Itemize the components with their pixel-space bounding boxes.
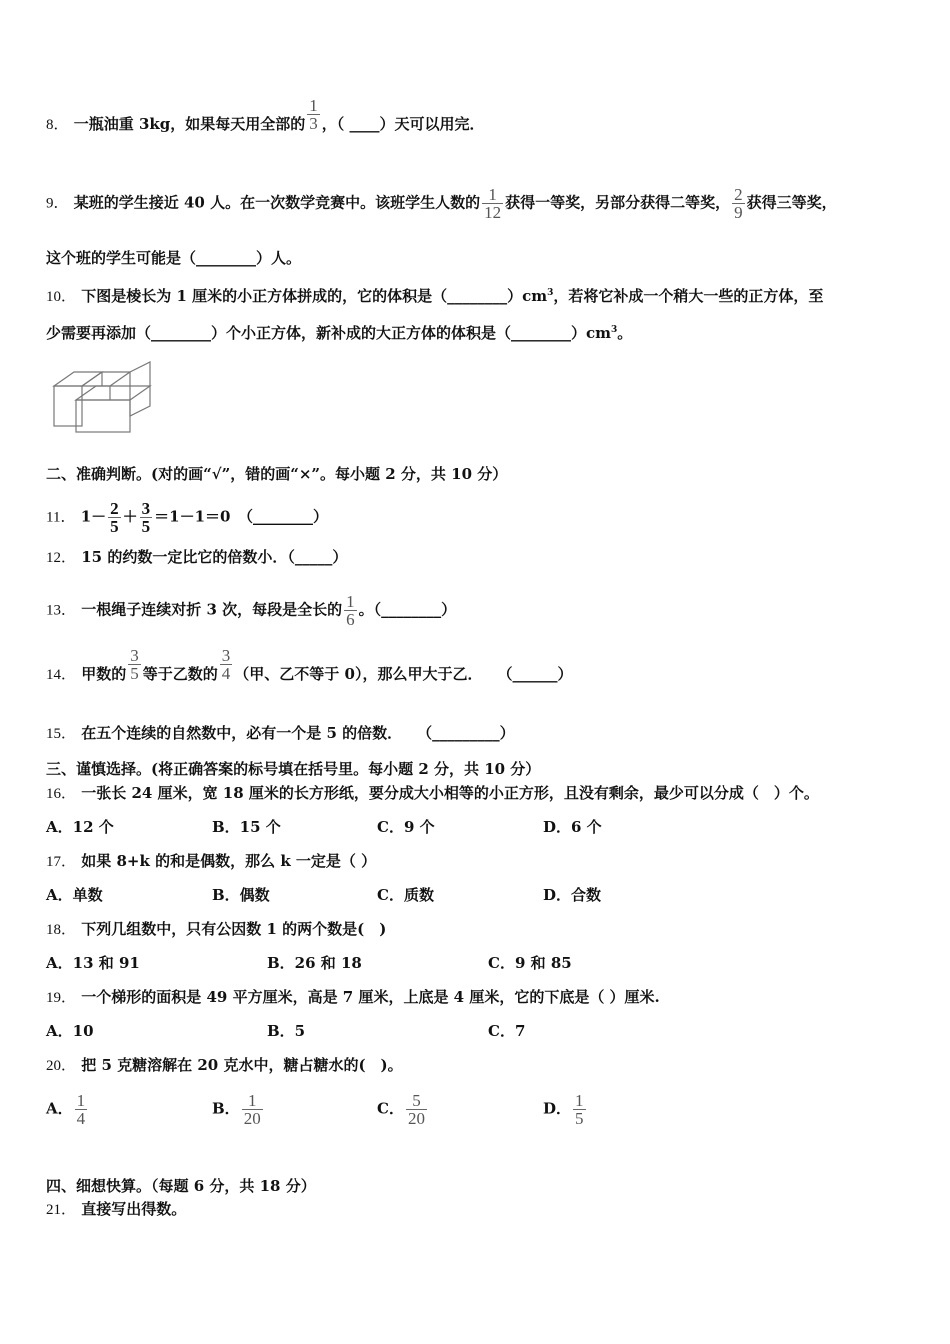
option-b[interactable]: B．偶数 <box>212 886 270 904</box>
fraction: $\frac{1}{4}$ <box>76 1091 86 1128</box>
question-number: 9． <box>46 195 69 212</box>
question-text: 一瓶油重 3kg，如果每天用全部的 <box>73 115 306 133</box>
question-number: 11． <box>46 509 76 526</box>
option-c[interactable]: C．7 <box>488 1022 526 1040</box>
question-text: 某班的学生接近 40 人。在一次数学竞赛中。该班学生人数的 <box>73 193 481 212</box>
fraction: $\frac{1}{5}$ <box>575 1091 584 1128</box>
fraction: $\frac{2}{9}$ <box>734 185 743 222</box>
fraction: $\frac{3}{5}$ <box>141 499 151 536</box>
question-text: 一个梯形的面积是 49 平方厘米，高是 7 厘米，上底是 4 厘米，它的下底是（ ）厘米. <box>81 988 660 1006</box>
option-b[interactable]: B． $\frac{1}{20}$ <box>212 1091 261 1128</box>
question-text: 一张长 24 厘米，宽 18 厘米的长方形纸，要分成大小相等的小正方形，且没有剩余，最少可以分成（ ）个。 <box>81 784 819 802</box>
option-c[interactable]: C． $\frac{5}{20}$ <box>377 1091 425 1128</box>
question-number: 8． <box>46 117 69 133</box>
option-a[interactable]: A．12 个 <box>46 818 114 836</box>
question-text: 在五个连续的自然数中，必有一个是 5 的倍数． （_________） <box>81 724 515 742</box>
section-4-heading: 四、细想快算。（每题 6 分，共 18 分） <box>46 1177 316 1195</box>
option-b[interactable]: B．15 个 <box>212 818 281 836</box>
question-text: 把 5 克糖溶解在 20 克水中，糖占糖水的( )。 <box>81 1056 403 1074</box>
question-16 <box>46 783 819 804</box>
question-text: ，若将它补成一个稍大一些的正方体，至 <box>553 287 824 305</box>
fraction: $\frac{2}{5}$ <box>110 499 119 536</box>
cube-figure <box>46 360 158 434</box>
question-21 <box>46 1199 186 1220</box>
question-text: 等于乙数的 <box>142 665 218 683</box>
option-a[interactable]: A． $\frac{1}{4}$ <box>46 1091 86 1128</box>
fraction: $\frac{1}{12}$ <box>484 185 502 222</box>
question-text: ，（ ____）天可以用完． <box>321 115 485 133</box>
question-number: 14． <box>46 667 77 683</box>
option-d[interactable]: D．6 个 <box>543 818 602 836</box>
option-d[interactable]: D． $\frac{1}{5}$ <box>543 1091 584 1128</box>
superscript: 3 <box>611 325 618 335</box>
question-number: 10． <box>46 289 77 305</box>
fraction: $\frac{1}{20}$ <box>243 1091 261 1128</box>
question-13 <box>46 593 456 628</box>
fraction: $\frac{1}{3}$ <box>309 95 318 133</box>
section-2-heading: 二、准确判断。(对的画“√”，错的画“×”。每小题 2 分，共 10 分） <box>46 465 508 483</box>
option-a[interactable]: A．单数 <box>46 886 103 904</box>
question-number: 16． <box>46 786 77 802</box>
question-number: 19． <box>46 990 77 1006</box>
question-number: 13． <box>46 602 77 619</box>
option-a[interactable]: A．13 和 91 <box>46 954 140 972</box>
option-d[interactable]: D．合数 <box>543 886 602 904</box>
question-9-line2: 这个班的学生可能是（________）人。 <box>46 249 302 267</box>
question-10-line2 <box>46 320 632 343</box>
option-b[interactable]: B．26 和 18 <box>267 954 362 972</box>
question-15 <box>46 723 515 744</box>
superscript: 3 <box>547 288 554 298</box>
question-text: 获得一等奖，另部分获得二等奖， <box>505 193 731 212</box>
question-8 <box>46 95 485 135</box>
question-number: 18． <box>46 922 77 938</box>
question-text: 如果 8+k 的和是偶数，那么 k 一定是（ ） <box>81 852 377 870</box>
question-text: 。（________） <box>358 600 457 619</box>
fraction: $\frac{1}{6}$ <box>346 592 355 629</box>
question-text: （甲、乙不等于 0），那么甲大于乙． （______） <box>234 665 573 683</box>
fraction: $\frac{5}{20}$ <box>407 1091 425 1128</box>
question-text: ＝1－1＝0 （________） <box>154 507 328 526</box>
question-text: 1－ <box>80 507 107 526</box>
question-17 <box>46 851 376 872</box>
question-text: 甲数的 <box>81 665 127 683</box>
fraction: $\frac{3}{4}$ <box>221 645 231 683</box>
option-c[interactable]: C．9 个 <box>377 818 435 836</box>
question-number: 20． <box>46 1058 77 1074</box>
option-c[interactable]: C．质数 <box>377 886 434 904</box>
option-a[interactable]: A．10 <box>46 1022 94 1040</box>
question-text: ＋ <box>122 507 138 526</box>
option-b[interactable]: B．5 <box>267 1022 306 1040</box>
question-number: 12． <box>46 550 77 566</box>
question-text: 少需要再添加（________）个小正方体，新补成的大正方体的体积是（________）cm <box>46 324 612 342</box>
question-text: 一根绳子连续对折 3 次，每段是全长的 <box>81 600 343 619</box>
fraction: $\frac{3}{5}$ <box>130 645 139 683</box>
question-20 <box>46 1055 403 1076</box>
question-11 <box>46 500 328 535</box>
section-3-heading: 三、谨慎选择。(将正确答案的标号填在括号里。每小题 2 分，共 10 分） <box>46 760 541 778</box>
question-9 <box>46 186 837 221</box>
question-number: 15． <box>46 726 77 742</box>
question-text: 15 的约数一定比它的倍数小．（_____） <box>81 548 348 566</box>
question-text: 获得三等奖， <box>746 193 837 212</box>
option-c[interactable]: C．9 和 85 <box>488 954 572 972</box>
question-18 <box>46 919 386 940</box>
question-text: 。 <box>617 324 633 342</box>
question-19 <box>46 987 660 1008</box>
question-14 <box>46 645 573 685</box>
question-number: 21． <box>46 1202 77 1218</box>
question-text: 直接写出得数。 <box>81 1200 187 1218</box>
question-text: 下列几组数中，只有公因数 1 的两个数是( ) <box>81 920 387 938</box>
question-text: 下图是棱长为 1 厘米的小正方体拼成的，它的体积是（________）cm <box>81 287 548 305</box>
question-10 <box>46 283 823 307</box>
question-12 <box>46 547 347 568</box>
question-number: 17． <box>46 854 77 870</box>
